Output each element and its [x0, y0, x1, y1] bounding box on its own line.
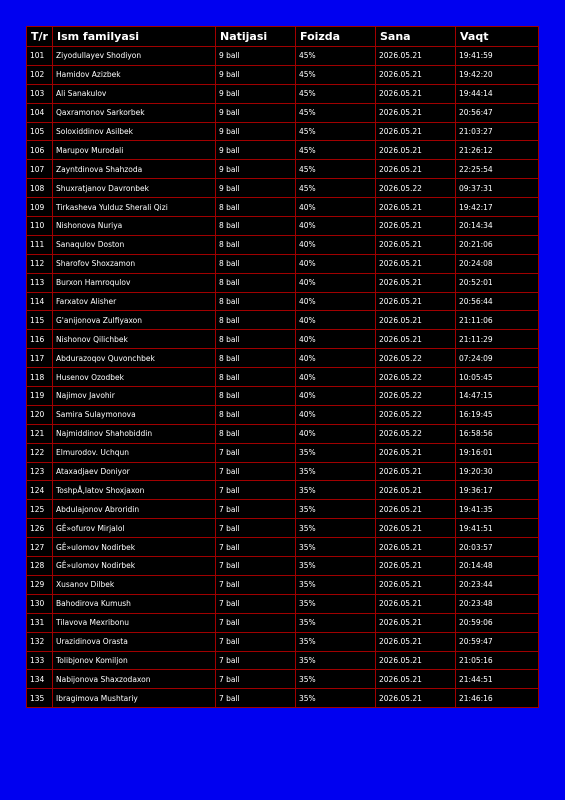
cell-name: Nishonova Nuriya — [53, 217, 216, 236]
cell-percent: 35% — [296, 519, 376, 538]
cell-name: Ibragimova Mushtariy — [53, 689, 216, 708]
cell-number: 121 — [27, 424, 53, 443]
cell-result: 8 ball — [216, 217, 296, 236]
cell-date: 2026.05.21 — [376, 311, 456, 330]
cell-percent: 45% — [296, 103, 376, 122]
cell-date: 2026.05.21 — [376, 217, 456, 236]
cell-number: 120 — [27, 405, 53, 424]
cell-result: 7 ball — [216, 519, 296, 538]
table-row — [27, 65, 539, 84]
header-name: Ism familyasi — [53, 27, 216, 47]
table-row — [27, 594, 539, 613]
table-row — [27, 443, 539, 462]
cell-percent: 40% — [296, 217, 376, 236]
cell-number: 109 — [27, 198, 53, 217]
cell-time: 19:42:17 — [456, 198, 539, 217]
cell-time: 21:26:12 — [456, 141, 539, 160]
cell-name: ToshpÅ‚latov Shoxjaxon — [53, 481, 216, 500]
cell-percent: 40% — [296, 198, 376, 217]
cell-name: Farxatov Alisher — [53, 292, 216, 311]
results-sheet — [26, 26, 538, 708]
cell-name: Tolibjonov Komiljon — [53, 651, 216, 670]
table-row — [27, 235, 539, 254]
cell-result: 7 ball — [216, 443, 296, 462]
cell-result: 9 ball — [216, 65, 296, 84]
cell-result: 7 ball — [216, 557, 296, 576]
cell-result: 9 ball — [216, 47, 296, 66]
cell-result: 8 ball — [216, 387, 296, 406]
cell-number: 115 — [27, 311, 53, 330]
cell-time: 20:56:44 — [456, 292, 539, 311]
cell-name: GÊ»ulomov Nodirbek — [53, 538, 216, 557]
cell-percent: 35% — [296, 462, 376, 481]
cell-result: 8 ball — [216, 273, 296, 292]
table-row — [27, 254, 539, 273]
cell-number: 117 — [27, 349, 53, 368]
cell-number: 108 — [27, 179, 53, 198]
cell-date: 2026.05.21 — [376, 613, 456, 632]
cell-number: 124 — [27, 481, 53, 500]
cell-result: 7 ball — [216, 462, 296, 481]
table-row — [27, 47, 539, 66]
cell-name: Zayntdinova Shahzoda — [53, 160, 216, 179]
cell-number: 113 — [27, 273, 53, 292]
cell-date: 2026.05.22 — [376, 349, 456, 368]
cell-date: 2026.05.21 — [376, 557, 456, 576]
cell-percent: 35% — [296, 689, 376, 708]
cell-result: 7 ball — [216, 632, 296, 651]
cell-percent: 35% — [296, 500, 376, 519]
cell-date: 2026.05.21 — [376, 65, 456, 84]
cell-percent: 40% — [296, 424, 376, 443]
cell-number: 112 — [27, 254, 53, 273]
cell-time: 19:20:30 — [456, 462, 539, 481]
cell-date: 2026.05.22 — [376, 387, 456, 406]
cell-result: 9 ball — [216, 179, 296, 198]
cell-name: Tirkasheva Yulduz Sherali Qizi — [53, 198, 216, 217]
cell-result: 8 ball — [216, 405, 296, 424]
cell-time: 20:14:48 — [456, 557, 539, 576]
cell-result: 9 ball — [216, 84, 296, 103]
cell-name: Bahodirova Kumush — [53, 594, 216, 613]
table-row — [27, 557, 539, 576]
table-row — [27, 481, 539, 500]
cell-number: 133 — [27, 651, 53, 670]
cell-date: 2026.05.21 — [376, 235, 456, 254]
table-row — [27, 651, 539, 670]
cell-name: Abdulajonov Abroridin — [53, 500, 216, 519]
cell-percent: 40% — [296, 311, 376, 330]
cell-date: 2026.05.22 — [376, 179, 456, 198]
cell-result: 8 ball — [216, 330, 296, 349]
cell-name: Husenov Ozodbek — [53, 368, 216, 387]
cell-date: 2026.05.21 — [376, 689, 456, 708]
cell-time: 19:41:51 — [456, 519, 539, 538]
cell-number: 122 — [27, 443, 53, 462]
cell-date: 2026.05.21 — [376, 538, 456, 557]
cell-number: 106 — [27, 141, 53, 160]
cell-date: 2026.05.21 — [376, 632, 456, 651]
cell-number: 127 — [27, 538, 53, 557]
cell-name: Urazidinova Orasta — [53, 632, 216, 651]
cell-percent: 45% — [296, 141, 376, 160]
cell-time: 19:41:35 — [456, 500, 539, 519]
table-row — [27, 632, 539, 651]
cell-date: 2026.05.21 — [376, 462, 456, 481]
table-row — [27, 689, 539, 708]
cell-number: 129 — [27, 575, 53, 594]
table-header — [27, 27, 539, 47]
cell-number: 118 — [27, 368, 53, 387]
cell-time: 21:11:06 — [456, 311, 539, 330]
cell-percent: 40% — [296, 330, 376, 349]
cell-number: 101 — [27, 47, 53, 66]
cell-name: Shuxratjanov Davronbek — [53, 179, 216, 198]
table-row — [27, 311, 539, 330]
cell-time: 16:58:56 — [456, 424, 539, 443]
cell-number: 110 — [27, 217, 53, 236]
cell-date: 2026.05.21 — [376, 273, 456, 292]
cell-number: 107 — [27, 160, 53, 179]
cell-date: 2026.05.21 — [376, 575, 456, 594]
cell-date: 2026.05.21 — [376, 84, 456, 103]
cell-percent: 45% — [296, 84, 376, 103]
cell-date: 2026.05.21 — [376, 160, 456, 179]
cell-date: 2026.05.21 — [376, 122, 456, 141]
cell-name: Marupov Murodali — [53, 141, 216, 160]
cell-percent: 45% — [296, 122, 376, 141]
cell-percent: 35% — [296, 575, 376, 594]
cell-date: 2026.05.21 — [376, 670, 456, 689]
cell-percent: 40% — [296, 254, 376, 273]
cell-percent: 35% — [296, 632, 376, 651]
cell-time: 19:16:01 — [456, 443, 539, 462]
cell-date: 2026.05.22 — [376, 424, 456, 443]
table-row — [27, 387, 539, 406]
table-row — [27, 349, 539, 368]
cell-number: 116 — [27, 330, 53, 349]
cell-time: 20:23:44 — [456, 575, 539, 594]
cell-time: 10:05:45 — [456, 368, 539, 387]
header-number: T/r — [27, 27, 53, 47]
cell-time: 19:36:17 — [456, 481, 539, 500]
cell-date: 2026.05.21 — [376, 500, 456, 519]
cell-result: 8 ball — [216, 349, 296, 368]
table-row — [27, 198, 539, 217]
cell-percent: 35% — [296, 670, 376, 689]
cell-number: 105 — [27, 122, 53, 141]
cell-result: 7 ball — [216, 651, 296, 670]
table-row — [27, 538, 539, 557]
cell-time: 14:47:15 — [456, 387, 539, 406]
cell-result: 8 ball — [216, 311, 296, 330]
cell-date: 2026.05.21 — [376, 594, 456, 613]
cell-name: Sharofov Shoxzamon — [53, 254, 216, 273]
cell-time: 21:05:16 — [456, 651, 539, 670]
cell-result: 8 ball — [216, 198, 296, 217]
cell-percent: 45% — [296, 65, 376, 84]
cell-time: 22:25:54 — [456, 160, 539, 179]
cell-name: Nishonov Qilichbek — [53, 330, 216, 349]
cell-number: 111 — [27, 235, 53, 254]
cell-name: Nabijonova Shaxzodaxon — [53, 670, 216, 689]
header-result: Natijasi — [216, 27, 296, 47]
cell-result: 9 ball — [216, 103, 296, 122]
cell-percent: 40% — [296, 349, 376, 368]
table-row — [27, 330, 539, 349]
table-row — [27, 613, 539, 632]
cell-percent: 35% — [296, 443, 376, 462]
cell-time: 20:23:48 — [456, 594, 539, 613]
header-date: Sana — [376, 27, 456, 47]
cell-name: GÊ»ofurov Mirjalol — [53, 519, 216, 538]
table-row — [27, 575, 539, 594]
cell-time: 16:19:45 — [456, 405, 539, 424]
cell-percent: 45% — [296, 47, 376, 66]
cell-name: G'anijonova Zulfiyaxon — [53, 311, 216, 330]
cell-percent: 35% — [296, 613, 376, 632]
table-row — [27, 519, 539, 538]
cell-time: 21:03:27 — [456, 122, 539, 141]
cell-name: Qaxramonov Sarkorbek — [53, 103, 216, 122]
cell-name: Ataxadjaev Doniyor — [53, 462, 216, 481]
table-row — [27, 500, 539, 519]
cell-name: Soloxiddinov Asilbek — [53, 122, 216, 141]
cell-date: 2026.05.21 — [376, 443, 456, 462]
cell-time: 20:52:01 — [456, 273, 539, 292]
cell-name: GÊ»ulomov Nodirbek — [53, 557, 216, 576]
cell-result: 7 ball — [216, 613, 296, 632]
table-row — [27, 84, 539, 103]
cell-name: Najimov Javohir — [53, 387, 216, 406]
cell-number: 134 — [27, 670, 53, 689]
cell-date: 2026.05.22 — [376, 405, 456, 424]
cell-time: 21:44:51 — [456, 670, 539, 689]
cell-number: 103 — [27, 84, 53, 103]
results-table — [26, 26, 539, 708]
cell-date: 2026.05.21 — [376, 292, 456, 311]
cell-percent: 45% — [296, 179, 376, 198]
header-time: Vaqt — [456, 27, 539, 47]
cell-date: 2026.05.21 — [376, 330, 456, 349]
cell-name: Najmiddinov Shahobiddin — [53, 424, 216, 443]
cell-name: Burxon Hamroqulov — [53, 273, 216, 292]
cell-number: 135 — [27, 689, 53, 708]
cell-time: 21:11:29 — [456, 330, 539, 349]
cell-date: 2026.05.21 — [376, 141, 456, 160]
cell-result: 7 ball — [216, 689, 296, 708]
cell-time: 07:24:09 — [456, 349, 539, 368]
cell-time: 20:56:47 — [456, 103, 539, 122]
cell-time: 20:14:34 — [456, 217, 539, 236]
cell-name: Tilavova Mexribonu — [53, 613, 216, 632]
table-row — [27, 292, 539, 311]
cell-number: 114 — [27, 292, 53, 311]
cell-number: 125 — [27, 500, 53, 519]
cell-result: 9 ball — [216, 141, 296, 160]
cell-percent: 35% — [296, 651, 376, 670]
cell-date: 2026.05.22 — [376, 368, 456, 387]
cell-date: 2026.05.21 — [376, 103, 456, 122]
cell-result: 8 ball — [216, 235, 296, 254]
cell-time: 19:44:14 — [456, 84, 539, 103]
table-row — [27, 670, 539, 689]
cell-percent: 45% — [296, 160, 376, 179]
cell-number: 126 — [27, 519, 53, 538]
cell-result: 9 ball — [216, 122, 296, 141]
cell-percent: 40% — [296, 387, 376, 406]
cell-percent: 40% — [296, 405, 376, 424]
table-row — [27, 424, 539, 443]
cell-percent: 35% — [296, 481, 376, 500]
cell-number: 132 — [27, 632, 53, 651]
table-row — [27, 160, 539, 179]
cell-name: Hamidov Azizbek — [53, 65, 216, 84]
cell-name: Sanaqulov Doston — [53, 235, 216, 254]
cell-percent: 40% — [296, 235, 376, 254]
table-row — [27, 141, 539, 160]
cell-time: 20:24:08 — [456, 254, 539, 273]
table-row — [27, 368, 539, 387]
table-row — [27, 273, 539, 292]
cell-result: 8 ball — [216, 368, 296, 387]
table-row — [27, 179, 539, 198]
table-body — [27, 47, 539, 708]
cell-number: 123 — [27, 462, 53, 481]
table-row — [27, 122, 539, 141]
cell-time: 21:46:16 — [456, 689, 539, 708]
cell-name: Ziyodullayev Shodiyon — [53, 47, 216, 66]
cell-result: 7 ball — [216, 575, 296, 594]
cell-time: 20:59:06 — [456, 613, 539, 632]
cell-result: 7 ball — [216, 481, 296, 500]
header-percent: Foizda — [296, 27, 376, 47]
cell-percent: 40% — [296, 292, 376, 311]
cell-result: 7 ball — [216, 538, 296, 557]
cell-percent: 40% — [296, 273, 376, 292]
cell-name: Abdurazoqov Quvonchbek — [53, 349, 216, 368]
cell-percent: 35% — [296, 557, 376, 576]
cell-result: 7 ball — [216, 500, 296, 519]
cell-result: 8 ball — [216, 254, 296, 273]
cell-date: 2026.05.21 — [376, 519, 456, 538]
cell-date: 2026.05.21 — [376, 651, 456, 670]
cell-time: 20:03:57 — [456, 538, 539, 557]
cell-time: 20:21:06 — [456, 235, 539, 254]
cell-result: 9 ball — [216, 160, 296, 179]
cell-percent: 40% — [296, 368, 376, 387]
cell-name: Ali Sanakulov — [53, 84, 216, 103]
cell-time: 09:37:31 — [456, 179, 539, 198]
cell-name: Elmurodov. Uchqun — [53, 443, 216, 462]
cell-name: Samira Sulaymonova — [53, 405, 216, 424]
cell-number: 119 — [27, 387, 53, 406]
table-row — [27, 103, 539, 122]
cell-result: 7 ball — [216, 594, 296, 613]
cell-result: 8 ball — [216, 424, 296, 443]
cell-time: 20:59:47 — [456, 632, 539, 651]
header-row — [27, 27, 539, 47]
cell-result: 7 ball — [216, 670, 296, 689]
cell-percent: 35% — [296, 538, 376, 557]
cell-number: 104 — [27, 103, 53, 122]
cell-result: 8 ball — [216, 292, 296, 311]
table-row — [27, 217, 539, 236]
cell-percent: 35% — [296, 594, 376, 613]
cell-time: 19:41:59 — [456, 47, 539, 66]
cell-number: 102 — [27, 65, 53, 84]
table-row — [27, 462, 539, 481]
cell-time: 19:42:20 — [456, 65, 539, 84]
cell-date: 2026.05.21 — [376, 47, 456, 66]
cell-date: 2026.05.21 — [376, 481, 456, 500]
table-row — [27, 405, 539, 424]
cell-date: 2026.05.21 — [376, 254, 456, 273]
cell-date: 2026.05.21 — [376, 198, 456, 217]
cell-number: 131 — [27, 613, 53, 632]
cell-number: 130 — [27, 594, 53, 613]
cell-number: 128 — [27, 557, 53, 576]
cell-name: Xusanov Dilbek — [53, 575, 216, 594]
